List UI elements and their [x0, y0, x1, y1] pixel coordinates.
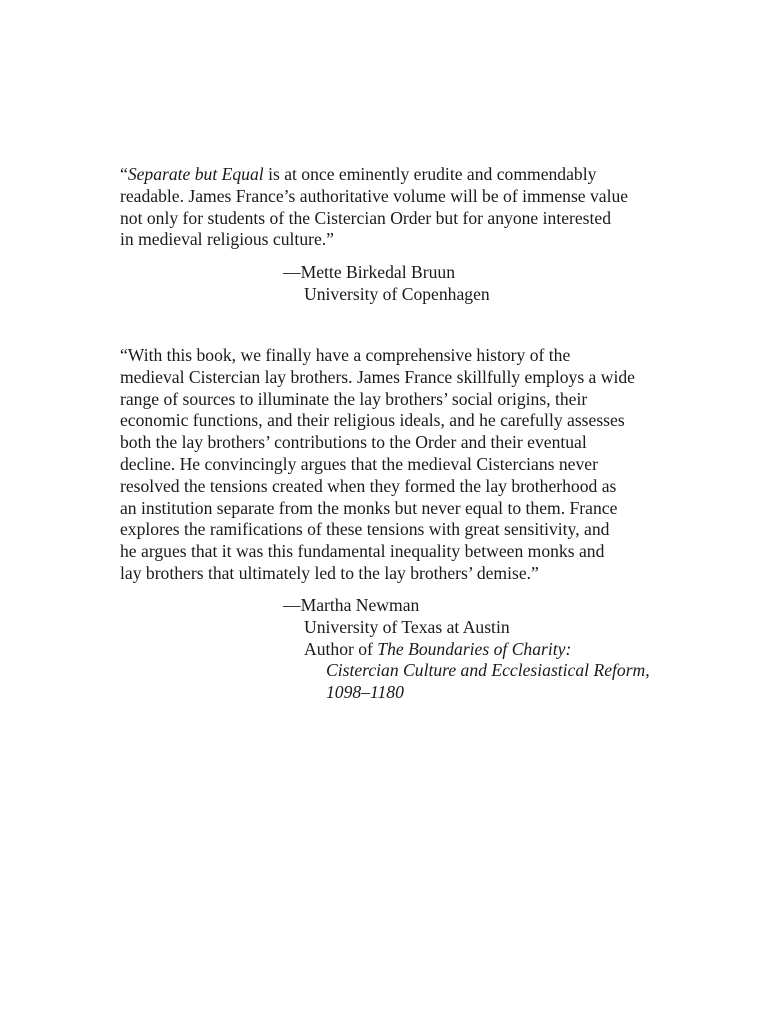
quote-1-line-2: readable. James France’s authoritative volume will be of immense value	[120, 185, 629, 206]
quote-2-line: he argues that it was this fundamental inequality between monks and	[120, 541, 605, 562]
quote-1-line-1-text: is at once eminently erudite and commendably	[263, 164, 597, 184]
book-title-reference: Separate but Equal	[127, 164, 264, 184]
attribution-2-authorship	[283, 639, 650, 661]
quote-2-line: decline. He convincingly argues that the medieval Cistercians never	[120, 453, 598, 474]
attribution-2-affiliation: University of Texas at Austin	[304, 616, 510, 637]
book-title-line-2: Cistercian Culture and Ecclesiastical Reform,	[326, 660, 650, 681]
quote-2-line: range of sources to illuminate the lay brothers’ social origins, their	[120, 388, 588, 409]
quote-2-line: an institution separate from the monks but never equal to them. France	[120, 497, 618, 518]
quote-2-line: lay brothers that ultimately led to the lay brothers’ demise.”	[120, 562, 539, 583]
quote-1-line-1	[120, 164, 650, 186]
attribution-1	[283, 262, 490, 306]
quote-2-line: explores the ramifications of these tensions with great sensitivity, and	[120, 519, 610, 540]
book-title-line-1: The Boundaries of Charity:	[377, 638, 572, 659]
open-quote-mark: “	[120, 164, 128, 184]
book-title-line-3: 1098–1180	[326, 682, 404, 703]
quote-2-line: both the lay brothers’ contributions to the Order and their eventual	[120, 432, 587, 453]
attribution-1-name: —Mette Birkedal Bruun	[283, 262, 455, 282]
attribution-2	[283, 595, 650, 704]
attribution-2-name: —Martha Newman	[283, 595, 420, 615]
quote-2-line: medieval Cistercian lay brothers. James France skillfully employs a wide	[120, 366, 635, 387]
quote-2-line: economic functions, and their religious ideals, and he carefully assesses	[120, 410, 625, 431]
blurb-quote-1	[120, 164, 650, 251]
blurb-quote-2	[120, 345, 650, 585]
author-of-prefix: Author of	[304, 638, 378, 659]
quote-2-line: “With this book, we finally have a comprehensive history of the	[120, 345, 571, 365]
quote-2-line: resolved the tensions created when they formed the lay brotherhood as	[120, 475, 617, 496]
attribution-1-affiliation: University of Copenhagen	[304, 283, 490, 304]
quote-1-line-3: not only for students of the Cistercian Order but for anyone interested	[120, 207, 612, 228]
quote-1-line-4: in medieval religious culture.”	[120, 229, 334, 250]
